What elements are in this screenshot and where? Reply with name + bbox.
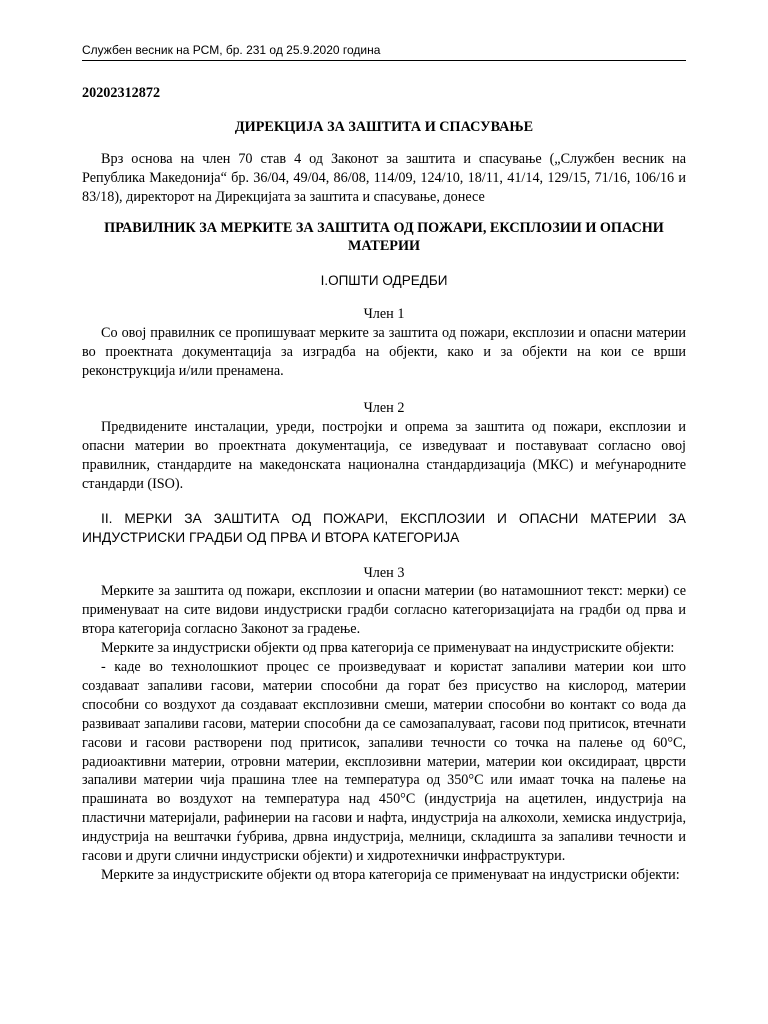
article-3-paragraph: Мерките за индустриски објекти од прва категорија се применуваат на индустриските објекти: <box>101 640 675 657</box>
gazette-header: Службен весник на РСМ, бр. 231 од 25.9.2020 година <box>82 42 686 61</box>
document-body <box>82 84 686 885</box>
issuer-heading: ДИРЕКЦИЈА ЗА ЗАШТИТА И СПАСУВАЊЕ <box>234 118 534 135</box>
section-heading-general: I.ОПШТИ ОДРЕДБИ <box>320 273 448 289</box>
article-3-paragraph: Мерките за индустриските објекти од втора категорија се применуваат на индустриски објекти: <box>101 867 680 883</box>
regulation-title: ПРАВИЛНИК ЗА МЕРКИТЕ ЗА ЗАШТИТА ОД ПОЖАРИ, ЕКСПЛОЗИИ И ОПАСНИ МАТЕРИИ <box>104 219 664 255</box>
article-2-heading: Член 2 <box>363 399 405 416</box>
article-1-text: Со овој правилник се пропишуваат мерките за заштита од пожари, експлозии и опасни материи во проектната документација за изградба на објекти, како и за објекти на кои се врши реконструкција и/или пренамена. <box>82 325 686 380</box>
article-2-text: Предвидените инсталации, уреди, постројки и опрема за заштита од пожари, експлозии и опасни материи во проектната документација, се изведуваат и поставуваат согласно овој правилник, стандардите на македонската национална стандардизација (МКС) и меѓународните стандарди (ISO). <box>82 418 686 492</box>
section-heading-industrial: II. МЕРКИ ЗА ЗАШТИТА ОД ПОЖАРИ, ЕКСПЛОЗИИ И ОПАСНИ МАТЕРИИ ЗА ИНДУСТРИСКИ ГРАДБИ ОД ПРВА И ВТОРА КАТЕГОРИЈА <box>82 510 686 545</box>
document-number: 20202312872 <box>82 85 161 101</box>
legal-basis-paragraph: Врз основа на член 70 став 4 од Законот за заштита и спасување („Службен весник на Република Македонија“ бр. 36/04, 49/04, 86/08, 114/09, 124/10, 18/11, 41/14, 129/15, 71/16, 106/16 и 83/18), директорот на Дирекцијата за заштита и спасување, донесе <box>82 150 686 205</box>
article-3-paragraph: - каде во технолошкиот процес се произведуваат и користат запаливи материи кои што создаваат запаливи гасови, материи способни да горат без присуство на кислород, материи способни со воздухот да создаваат експлозивни смеши, материи способни во контакт со вода да развиваат запаливи гасови, материи способни да се самозапалуваат, гасови под притисок, втечнати гасови и гасови растворени под притисок, запаливи течности со точка на палење од 60°С, радиоактивни материи, отровни материи, експлозивни материи, материи кои оксидираат, цврсти запаливи материи чија прашина тлее на температура од 350°С или имаат точка на палење на прашината во воздухот на температура над 450°С (индустрија на ацетилен, индустрија на пластични материјали, рафинерии на гасови и нафта, индустрија на алкохоли, хемиска индустрија, индустрија на вештачки ѓубрива, дрвна индустрија, мелници, складишта за запаливи течности и гасови и други слични индустриски објекти) и хидротехнички инфраструктури. <box>82 659 686 865</box>
article-1-heading: Член 1 <box>363 306 405 323</box>
article-3-paragraph: Мерките за заштита од пожари, експлозии и опасни материи (во натамошниот текст: мерки) се применуваат на сите видови индустриски градби согласно категоризацијата на градби од прва и втора категорија согласно Законот за градење. <box>82 583 686 638</box>
article-3-heading: Член 3 <box>363 564 405 581</box>
